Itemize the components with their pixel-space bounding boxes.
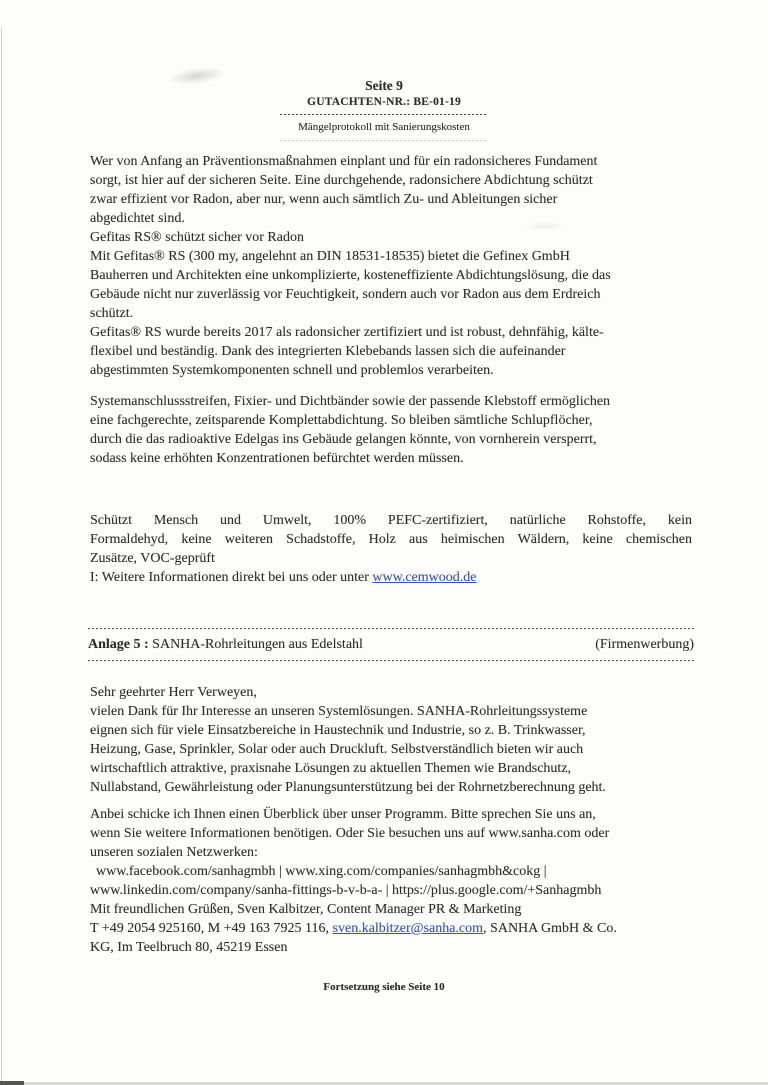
text-line: Gebäude nicht nur zuverlässig vor Feuchtigkeit, sondern auch vor Radon aus dem Erdreich [90,287,601,302]
social-links-line: www.linkedin.com/company/sanha-fittings-b-v-b-a- | https://plus.google.com/+Sanhagmbh [90,883,602,898]
cemwood-paragraph [90,511,692,587]
report-number: GUTACHTEN-NR.: BE-01-19 [307,96,461,108]
email-link[interactable]: sven.kalbitzer@sanha.com [332,921,484,936]
text-line: Bauherren und Architekten eine unkomplizierte, kosteneffiziente Abdichtungslösung, die das [90,268,611,283]
text-line: abgestimmten Systemkomponenten schnell und problemlos verarbeiten. [90,363,494,378]
text-line: Systemanschlussstreifen, Fixier- und Dichtbänder sowie der passende Klebstoff ermöglichen [90,394,611,409]
page-number: Seite 9 [365,78,403,93]
text-line: vielen Dank für Ihr Interesse an unseren Systemlösungen. SANHA-Rohrleitungssysteme [90,704,588,719]
letter-program [90,805,692,957]
header-divider-bottom [280,140,488,142]
text-line: Wer von Anfang an Präventionsmaßnahmen einplant und für ein radonsicheres Fundament [90,154,598,169]
text-line: Schützt Mensch und Umwelt, 100% PEFC-zertifiziert, natürliche Rohstoffe, kein [90,513,692,528]
text-line: Anbei schicke ich Ihnen einen Überblick über unser Programm. Bitte sprechen Sie uns an, [90,807,596,822]
social-links-line: www.facebook.com/sanhagmbh | www.xing.com/companies/sanhagmbh&cokg | [96,864,547,879]
annex-title-text: SANHA-Rohrleitungen aus Edelstahl [148,637,363,652]
scan-corner-mark [0,1081,24,1085]
text-line: eignen sich für viele Einsatzbereiche in Haustechnik und Industrie, so z. B. Trinkwasser, [90,723,586,738]
annex-note: (Firmenwerbung) [595,637,694,652]
document-header [0,78,768,142]
scan-left-edge [1,28,2,1085]
letter-greeting [90,683,692,797]
contact-line-text: , SANHA GmbH & Co. [483,921,617,936]
text-line: wenn Sie weitere Informationen benötigen. Oder Sie besuchen uns auf www.sanha.com oder [90,826,610,841]
radon-paragraphs [90,152,692,380]
header-divider-top [280,114,488,116]
text-line: Mit freundlichen Grüßen, Sven Kalbitzer, Content Manager PR & Marketing [90,902,522,917]
text-line: Nullabstand, Gewährleistung oder Planungsunterstützung bei der Rohrnetzberechnung geht. [90,780,606,795]
info-line-text: I: Weitere Informationen direkt bei uns oder unter [90,570,373,585]
text-line: Sehr geehrter Herr Verweyen, [90,685,257,700]
info-line [90,568,692,587]
system-paragraph [90,392,692,468]
text-line: zwar effizient vor Radon, aber nur, wenn auch sämtlich Zu- und Ableitungen sicher [90,192,558,207]
text-line: Mit Gefitas® RS (300 my, angelehnt an DIN 18531-18535) bietet die Gefinex GmbH [90,249,570,264]
footer-note: Fortsetzung siehe Seite 10 [323,981,445,993]
text-line: wirtschaftlich attraktive, praxisnahe Lösungen zu aktuellen Themen wie Brandschutz, [90,761,572,776]
annex-title-row [88,636,694,654]
annex-label: Anlage 5 : [88,637,149,652]
annex-title [88,636,363,654]
text-line: KG, Im Teelbruch 80, 45219 Essen [90,940,288,955]
contact-line [90,919,692,938]
text-line: abgedichtet sind. [90,211,185,226]
contact-line-text: T +49 2054 925160, M +49 163 7925 116, [90,921,333,936]
document-subtitle: Mängelprotokoll mit Sanierungskosten [298,121,470,133]
text-line: flexibel und beständig. Dank des integrierten Klebebands lassen sich die aufeinander [90,344,566,359]
text-line: Heizung, Gase, Sprinkler, Solar oder auch Druckluft. Selbstverständlich bieten wir auch [90,742,584,757]
text-line: Gefitas® RS wurde bereits 2017 als radonsicher zertifiziert und ist robust, dehnfähig, kälte- [90,325,604,340]
cemwood-link[interactable]: www.cemwood.de [372,570,477,585]
text-line: durch die das radioaktive Edelgas ins Gebäude gelangen könnte, von vornherein versperrt, [90,432,597,447]
annex-divider-bottom [88,660,694,662]
annex-section-header [88,628,694,662]
text-line: sorgt, ist hier auf der sicheren Seite. Eine durchgehende, radonsichere Abdichtung schützt [90,173,593,188]
text-line: Formaldehyd, keine weiteren Schadstoffe, Holz aus heimischen Wäldern, keine chemischen [90,532,692,547]
annex-divider-top [88,628,694,630]
text-line: unseren sozialen Netzwerken: [90,845,258,860]
text-line: sodass keine erhöhten Konzentrationen befürchtet werden müssen. [90,451,464,466]
text-line: schützt. [90,306,134,321]
text-line: Gefitas RS® schützt sicher vor Radon [90,230,304,245]
text-line: Zusätze, VOC-geprüft [90,551,215,566]
text-line: eine fachgerechte, zeitsparende Komplettabdichtung. So bleiben sämtliche Schlupflöcher, [90,413,593,428]
